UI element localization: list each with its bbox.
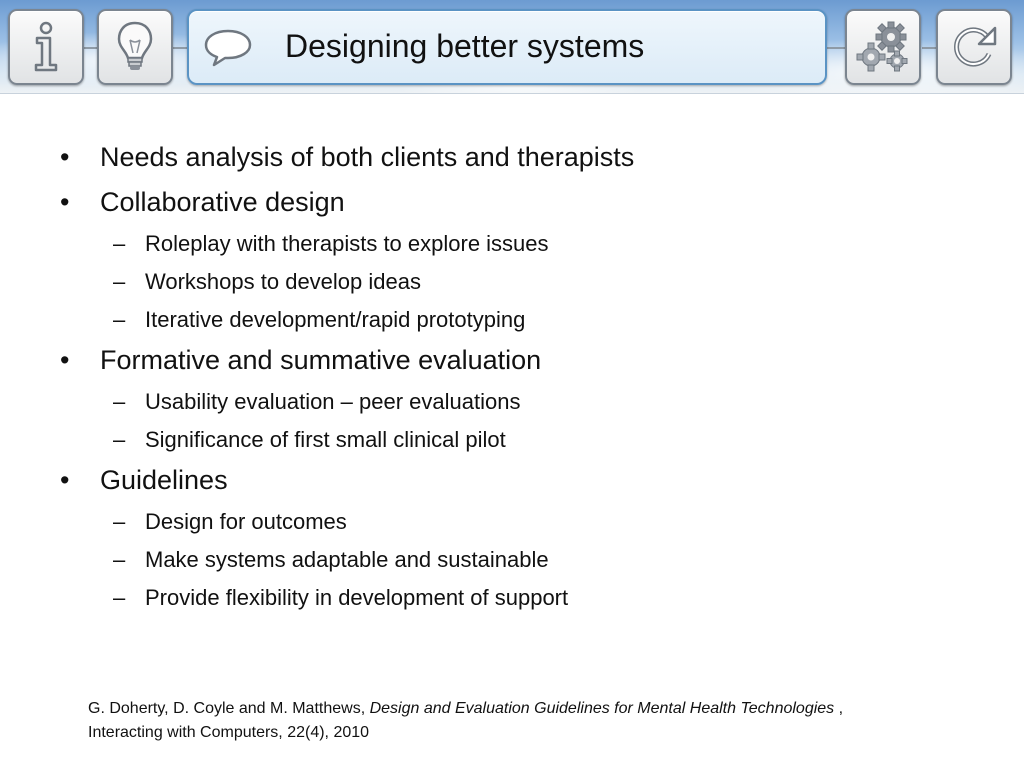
sub-bullet-item: Provide flexibility in development of support — [145, 585, 569, 610]
citation-journal: Interacting with Computers, 22(4), 2010 — [88, 724, 370, 741]
process-button[interactable] — [845, 9, 921, 85]
nav-connector — [173, 47, 187, 49]
bullet-marker: • — [60, 142, 70, 172]
bullet-item: Needs analysis of both clients and therapists — [100, 142, 635, 172]
sub-bullet-item: Roleplay with therapists to explore issues — [145, 231, 549, 256]
cycle-arrow-icon — [949, 22, 999, 72]
nav-connector — [84, 47, 98, 49]
bullet-item: Formative and summative evaluation — [100, 345, 542, 375]
info-icon — [26, 21, 66, 73]
bullet-marker: • — [60, 187, 70, 217]
dash-marker: – — [113, 231, 126, 256]
sub-bullet-item: Usability evaluation – peer evaluations — [145, 389, 521, 414]
iterate-button[interactable] — [936, 9, 1012, 85]
bullet-item: Guidelines — [100, 465, 228, 495]
citation — [88, 697, 968, 745]
bullet-marker: • — [60, 345, 70, 375]
dash-marker: – — [113, 509, 126, 534]
dash-marker: – — [113, 269, 126, 294]
sub-bullet-item: Significance of first small clinical pilot — [145, 427, 506, 452]
title-box — [187, 9, 827, 85]
bullet-marker: • — [60, 465, 70, 495]
dash-marker: – — [113, 547, 126, 572]
sub-bullet-item: Make systems adaptable and sustainable — [145, 547, 549, 572]
nav-connector — [922, 47, 936, 49]
lightbulb-icon — [115, 20, 155, 74]
dash-marker: – — [113, 427, 126, 452]
citation-title: Design and Evaluation Guidelines for Mental Health Technologies — [369, 700, 835, 717]
slide-title: Designing better systems — [285, 28, 645, 64]
idea-button[interactable] — [97, 9, 173, 85]
sub-bullet-item: Workshops to develop ideas — [145, 269, 421, 294]
nav-connector — [827, 47, 846, 49]
gears-icon — [853, 19, 913, 75]
citation-punctuation: , — [834, 700, 844, 717]
slide-header — [0, 0, 1024, 94]
bullet-item: Collaborative design — [100, 187, 345, 217]
sub-bullet-item: Iterative development/rapid prototyping — [145, 307, 526, 332]
info-button[interactable] — [8, 9, 84, 85]
dash-marker: – — [113, 307, 126, 332]
dash-marker: – — [113, 389, 126, 414]
citation-authors: G. Doherty, D. Coyle and M. Matthews, — [88, 700, 370, 717]
speech-bubble-icon — [203, 27, 253, 74]
dash-marker: – — [113, 585, 126, 610]
sub-bullet-item: Design for outcomes — [145, 509, 347, 534]
